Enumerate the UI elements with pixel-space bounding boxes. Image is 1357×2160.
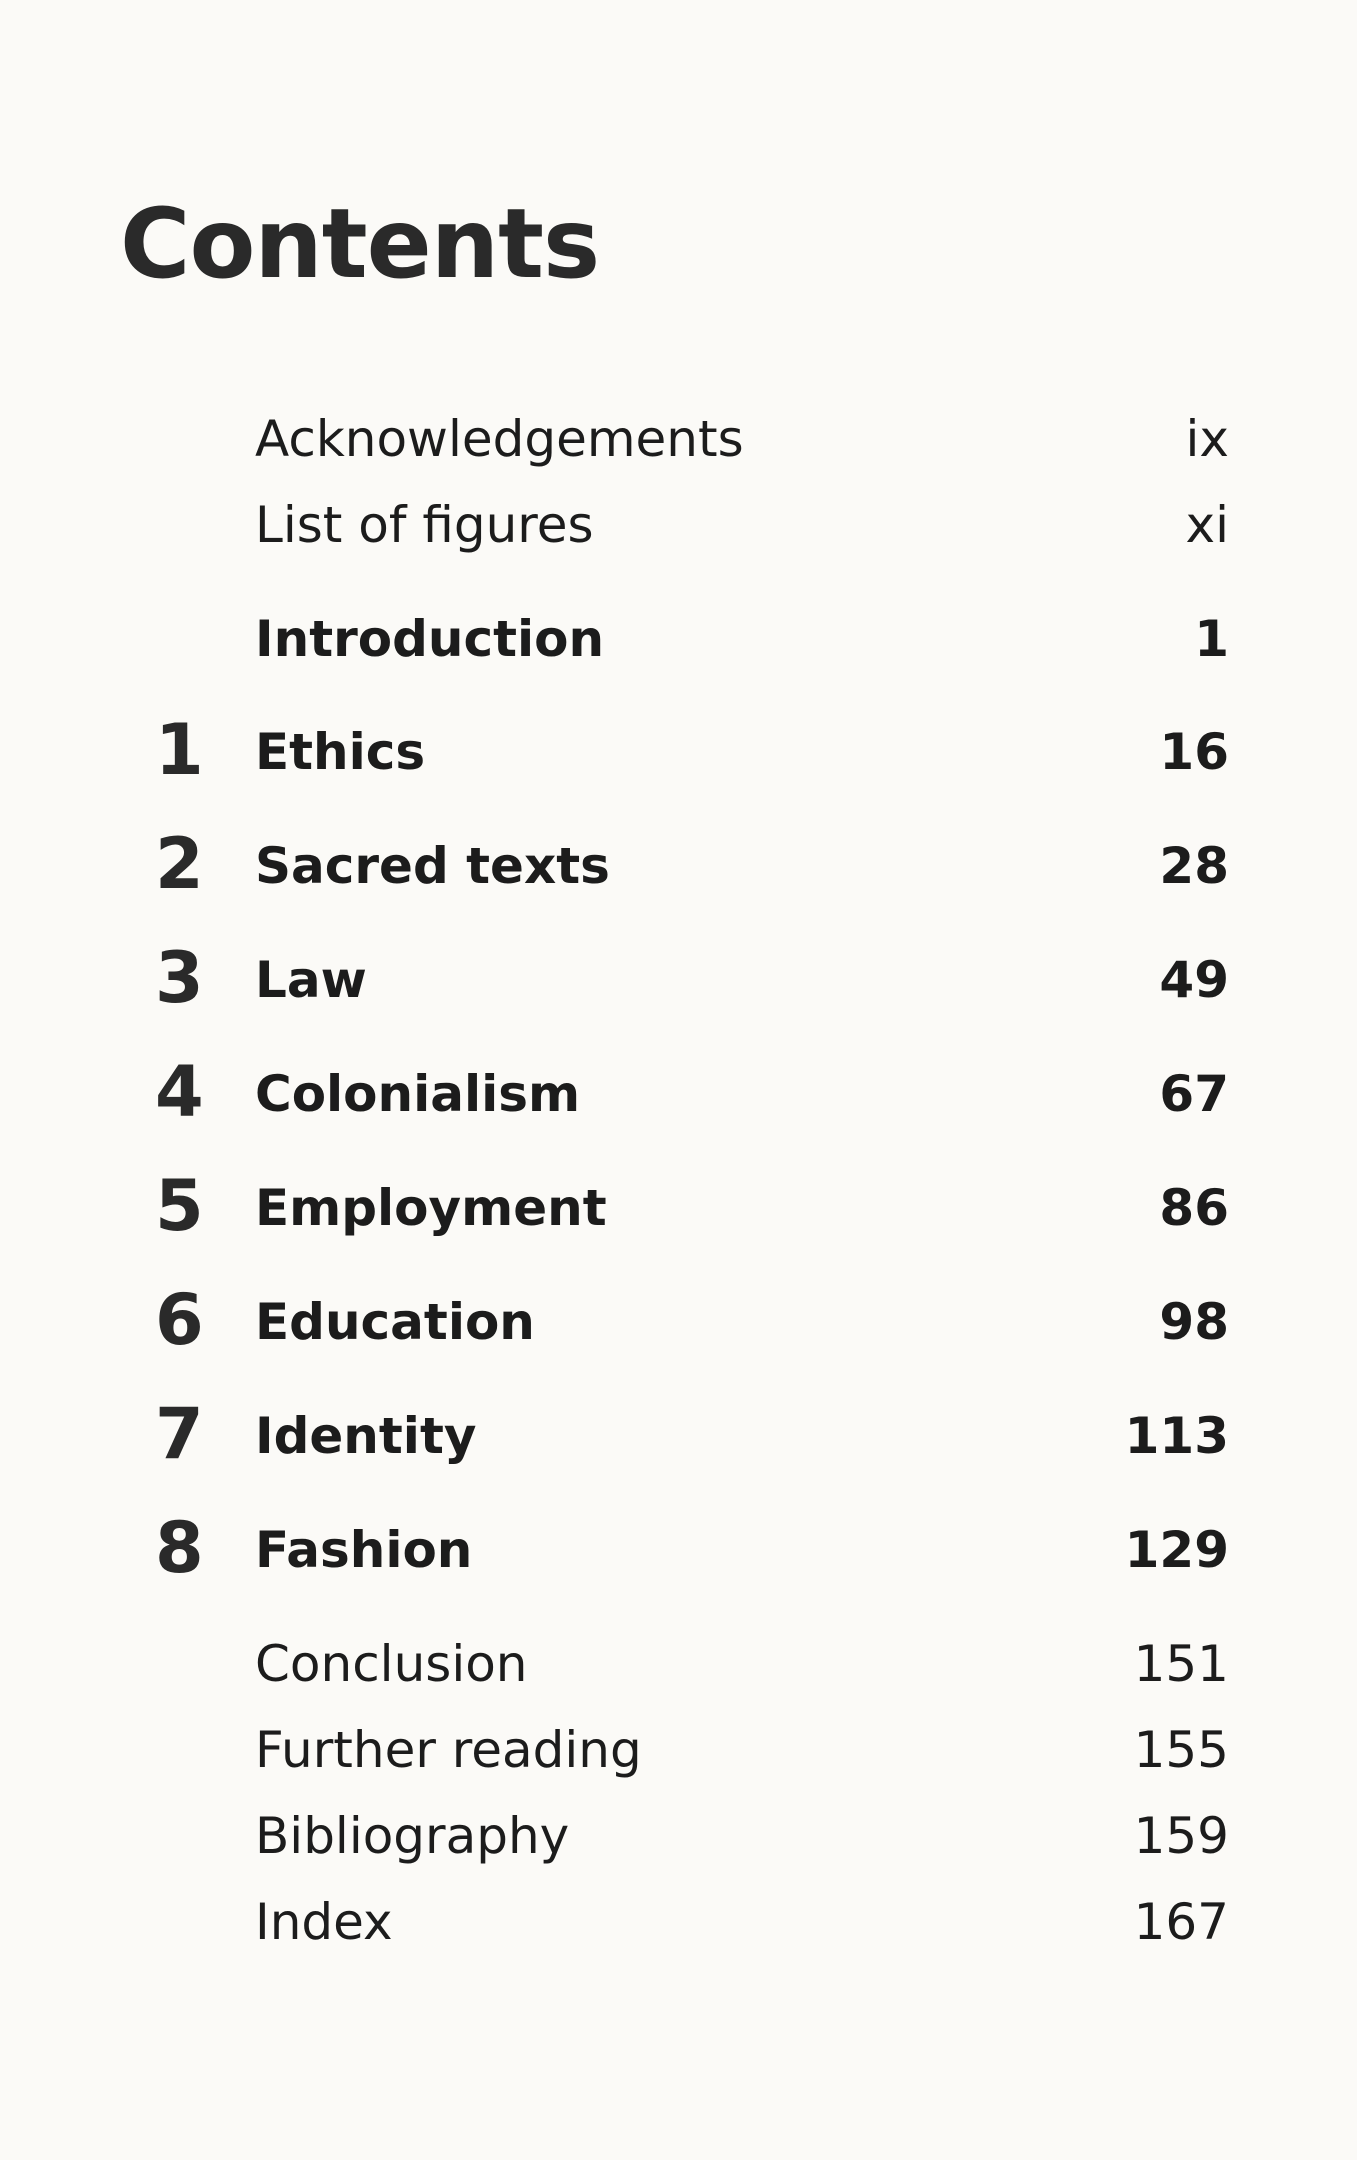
chapter-number: 1 [155,709,204,791]
chapter-title: Identity [255,1407,477,1465]
chapter-page: 98 [1159,1293,1229,1351]
chapter-title: Law [255,951,367,1009]
toc-chapter-7[interactable] [0,1393,1357,1491]
toc-entry-introduction[interactable] [0,610,1357,694]
page-title: Contents [120,188,600,300]
toc-chapter-3[interactable] [0,937,1357,1035]
chapter-page: 67 [1159,1065,1229,1123]
toc-entry-label: Acknowledgements [255,410,744,468]
toc-entry-label: Bibliography [255,1807,570,1865]
chapter-title: Education [255,1293,535,1351]
chapter-number: 7 [155,1393,204,1475]
toc-entry-list-of-figures[interactable] [0,496,1357,580]
chapter-number: 8 [155,1507,204,1589]
toc-entry-page: ix [1185,410,1229,468]
toc-chapter-6[interactable] [0,1279,1357,1377]
toc-entry-conclusion[interactable] [0,1635,1357,1719]
chapter-number: 4 [155,1051,204,1133]
toc-entry-label: Conclusion [255,1635,528,1693]
toc-chapter-5[interactable] [0,1165,1357,1263]
chapter-page: 113 [1124,1407,1229,1465]
chapter-number: 3 [155,937,204,1019]
toc-entry-bibliography[interactable] [0,1807,1357,1891]
toc-entry-further-reading[interactable] [0,1721,1357,1805]
toc-entry-label: Further reading [255,1721,642,1779]
toc-entry-page: 155 [1133,1721,1229,1779]
chapter-title: Ethics [255,723,426,781]
toc-entry-acknowledgements[interactable] [0,410,1357,494]
chapter-title: Colonialism [255,1065,581,1123]
toc-entry-page: 167 [1133,1893,1229,1951]
toc-entry-label: Introduction [255,610,605,668]
toc-entry-label: Index [255,1893,393,1951]
toc-entry-page: 159 [1133,1807,1229,1865]
toc-entry-page: 1 [1194,610,1229,668]
toc-chapter-8[interactable] [0,1507,1357,1605]
chapter-page: 49 [1159,951,1229,1009]
chapter-number: 6 [155,1279,204,1361]
chapter-number: 5 [155,1165,204,1247]
chapter-number: 2 [155,823,204,905]
toc-entry-index[interactable] [0,1893,1357,1977]
chapter-title: Fashion [255,1521,473,1579]
toc-entry-page: xi [1185,496,1229,554]
chapter-page: 16 [1159,723,1229,781]
toc-chapter-2[interactable] [0,823,1357,921]
toc-chapter-1[interactable] [0,709,1357,807]
chapter-title: Sacred texts [255,837,610,895]
toc-chapter-4[interactable] [0,1051,1357,1149]
toc-entry-page: 151 [1133,1635,1229,1693]
chapter-page: 129 [1124,1521,1229,1579]
toc-entry-label: List of figures [255,496,594,554]
chapter-page: 28 [1159,837,1229,895]
chapter-title: Employment [255,1179,607,1237]
chapter-page: 86 [1159,1179,1229,1237]
